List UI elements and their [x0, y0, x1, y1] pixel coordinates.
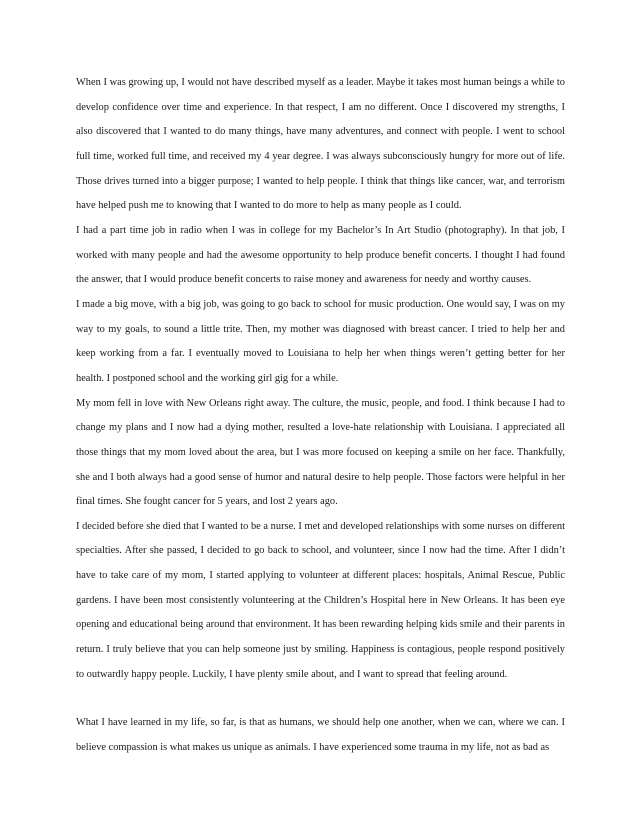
paragraph-growing-up: When I was growing up, I would not have described myself as a leader. Maybe it takes most human beings a while to develop confidence over time and experience. In that respect, I am no different. Once I discovered my strengths, I also discovered that I wanted to do many things, have many adventures, and connect with people. I went to school full time, worked full time, and received my 4 year degree. I was always subconsciously hungry for more out of life. Those drives turned into a bigger purpose; I wanted to help people. I think that things like cancer, war, and terrorism have helped push me to knowing that I wanted to do more to help as many people as I could. [76, 77, 565, 212]
paragraph-new-orleans: My mom fell in love with New Orleans right away. The culture, the music, people, and food. I think because I had to change my plans and I now had a dying mother, resulted a love-hate relationship with Louisiana. I appreciated all those things that my mom loved about the area, but I was more focused on keeping a smile on her face. Thankfully, she and I both always had a good sense of humor and natural desire to help people. Those factors were helpful in her final times. She fought cancer for 5 years, and lost 2 years ago. [76, 397, 565, 508]
paragraph-lessons-learned: What I have learned in my life, so far, is that as humans, we should help one another, when we can, where we can. I believe compassion is what makes us unique as animals. I have experienced some trauma in my life, not as bad as [76, 717, 565, 754]
essay-body [76, 71, 565, 761]
paragraph-nursing-volunteer: I decided before she died that I wanted to be a nurse. I met and developed relationships with some nurses on different specialties. After she passed, I decided to go back to school, and volunteer, since I now had the time. After I didn’t have to take care of my mom, I started applying to volunteer at different places: hospitals, Animal Rescue, Public gardens. I have been most consistently volunteering at the Children’s Hospital here in New Orleans. It has been eye opening and educational being around that environment. It has been rewarding helping kids smile and their parents in return. I truly believe that you can help someone just by smiling. Happiness is contagious, people respond positively to outwardly happy people. Luckily, I have plenty smile about, and I want to spread that feeling around. [76, 520, 565, 680]
paragraph-radio-job: I had a part time job in radio when I was in college for my Bachelor’s In Art Studio (photography). In that job, I worked with many people and had the awesome opportunity to help produce benefit concerts. I thought I had found the answer, that I would produce benefit concerts to raise money and awareness for needy and worthy causes. [76, 224, 565, 286]
paragraph-big-move: I made a big move, with a big job, was going to go back to school for music production. One would say, I was on my way to my goals, to sound a little trite. Then, my mother was diagnosed with breast cancer. I tried to help her and keep working from a far. I eventually moved to Louisiana to help her when things weren’t getting better for her health. I postponed school and the working girl gig for a while. [76, 298, 565, 384]
